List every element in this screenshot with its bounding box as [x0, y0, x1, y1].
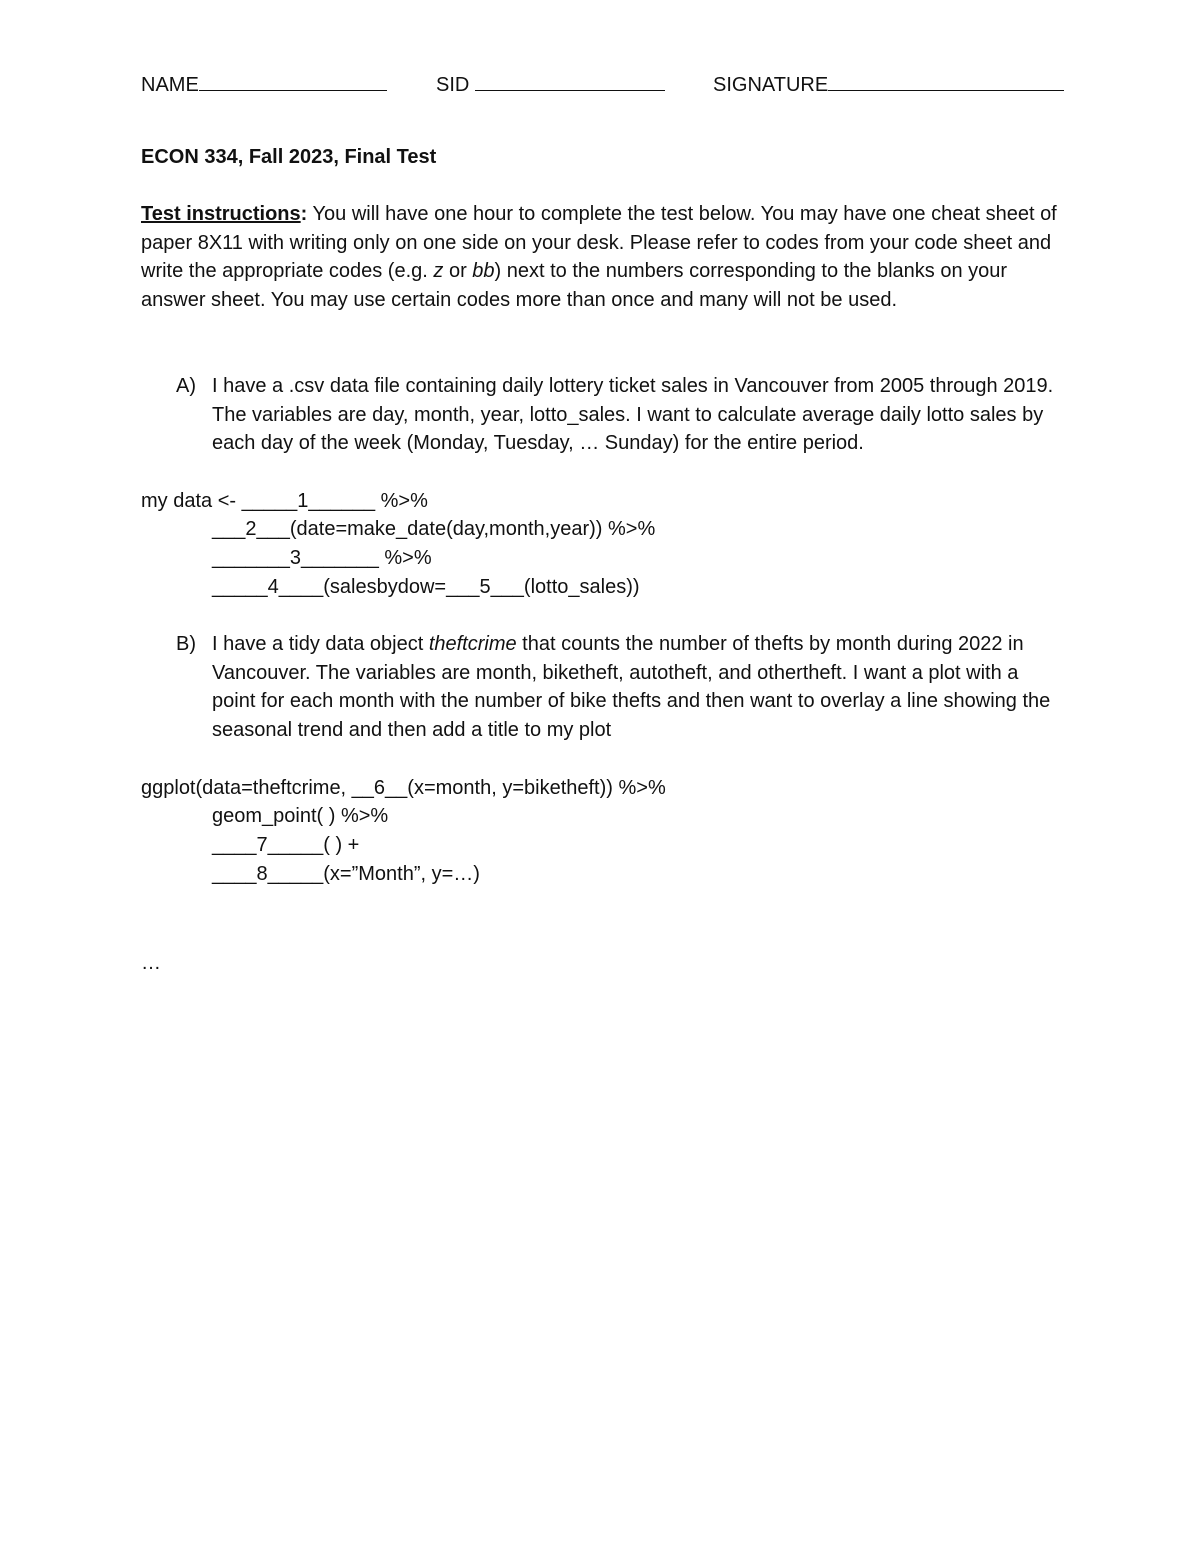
sid-blank[interactable]	[475, 70, 665, 91]
instructions-text-1: You will have one hour to complete the test below. You may have one cheat sheet of paper 8X11 with writing only on one side on your desk. Please refer to codes from your code sheet and write the appropriate codes (e.g.	[141, 203, 1057, 283]
question-a-text: I have a .csv data file containing daily lottery ticket sales in Vancouver from 2005 through 2019. The variables are day, month, year, lotto_sales. I want to calculate average daily lotto sales by each day of the week (Monday, Tuesday, … Sunday) for the entire period.	[212, 375, 1054, 455]
instructions-label: Test instructions	[141, 203, 301, 225]
instructions-code-bb: bb	[472, 260, 495, 283]
question-b-code-line-3: ____7_____( ) +	[212, 834, 360, 856]
question-b-text-1: I have a tidy data object	[212, 633, 429, 655]
question-a-code-line-4: _____4____(salesbydow=___5___(lotto_sales))	[212, 576, 640, 598]
instructions-paragraph	[141, 200, 1066, 314]
instructions-colon: :	[300, 203, 308, 225]
signature-field[interactable]	[713, 70, 1064, 99]
question-a-label: A)	[176, 375, 196, 397]
question-b-label: B)	[176, 633, 196, 655]
question-b-text-2: that counts the number of thefts by month during 2022 in Vancouver. The variables are month, biketheft, autotheft, and othertheft. I want a plot with a point for each month with the number of bike thefts and then want to overlay a line showing the seasonal trend and then add a title to my plot	[212, 633, 1051, 741]
signature-label: SIGNATURE	[713, 74, 829, 96]
question-b-code-line-2: geom_point( ) %>%	[212, 805, 389, 827]
instructions-text-or: or	[443, 260, 473, 283]
question-b-code-line-4: ____8_____(x=”Month”, y=…)	[212, 863, 480, 885]
name-label: NAME	[141, 74, 199, 96]
question-b-text	[212, 630, 1067, 744]
question-b-code-line-1: ggplot(data=theftcrime, __6__(x=month, y=biketheft)) %>%	[141, 777, 666, 799]
instructions-text-2: ) next to the numbers corresponding to the blanks on your answer sheet. You may use certain codes more than once and many will not be used.	[141, 260, 1008, 311]
name-field[interactable]	[141, 70, 387, 99]
exam-title: ECON 334, Fall 2023, Final Test	[141, 146, 437, 168]
sid-label: SID	[436, 74, 470, 96]
question-b-object-name: theftcrime	[428, 633, 517, 655]
sid-field[interactable]	[436, 70, 665, 99]
continuation-ellipsis: …	[141, 952, 161, 974]
name-blank[interactable]	[199, 70, 387, 91]
question-a-code-line-2: ___2___(date=make_date(day,month,year)) %>%	[212, 518, 656, 540]
question-a-code-line-1: my data <- _____1______ %>%	[141, 490, 428, 512]
signature-blank[interactable]	[828, 70, 1064, 91]
question-a-code-line-3: _______3_______ %>%	[212, 547, 432, 569]
instructions-code-z: z	[433, 260, 444, 283]
